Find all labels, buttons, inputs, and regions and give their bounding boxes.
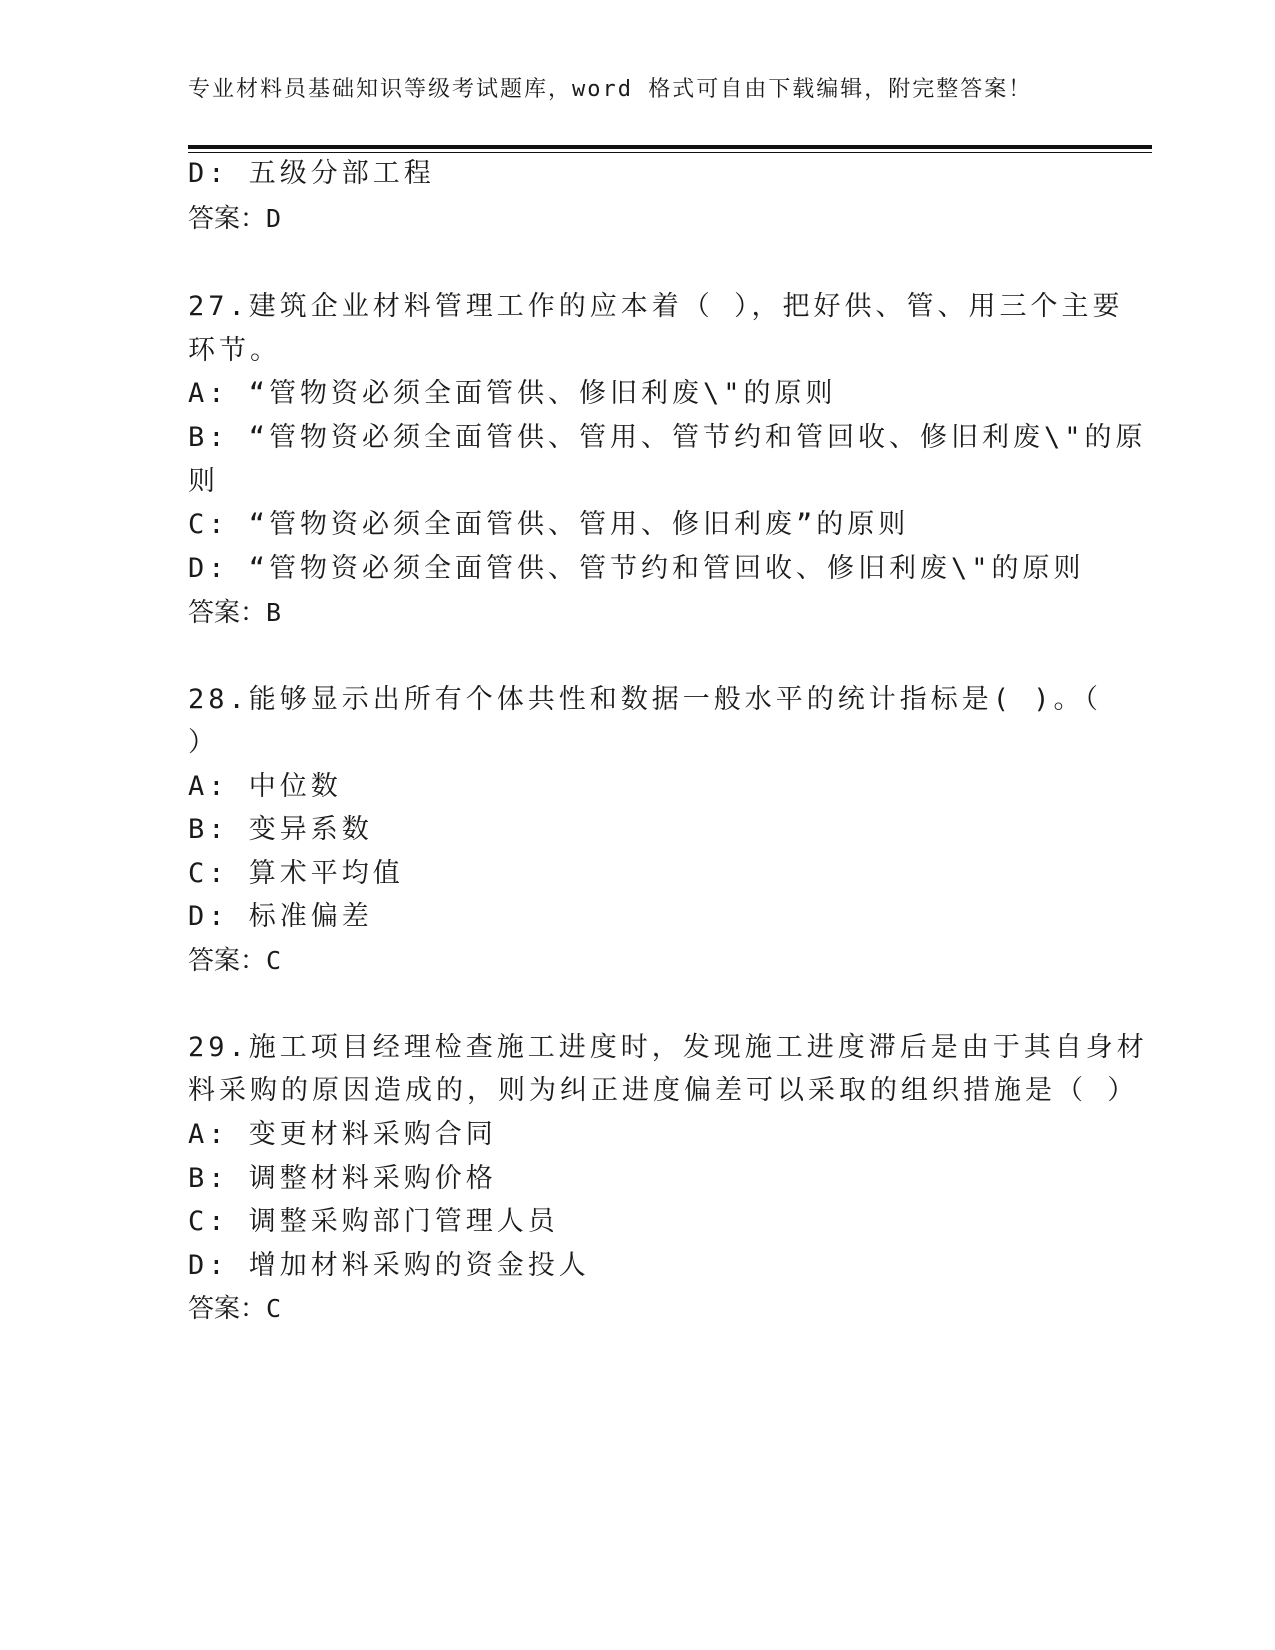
- q28-stem-line2: ）: [188, 727, 219, 758]
- answer-value: C: [266, 946, 282, 975]
- q26-answer: [188, 202, 281, 236]
- q27-option-c: C: “管物资必须全面管供、管用、修旧利废”的原则: [188, 509, 910, 540]
- q29-stem-line2: 料采购的原因造成的，则为纠正进度偏差可以采取的组织措施是（ ）: [188, 1075, 1139, 1106]
- q27-option-b-line2: 则: [188, 466, 219, 497]
- answer-label: 答案：: [188, 204, 267, 234]
- q28-option-b: B: 变异系数: [188, 814, 373, 845]
- q28-option-a: A: 中位数: [188, 771, 342, 802]
- answer-label: 答案：: [188, 1294, 267, 1324]
- answer-value: D: [266, 204, 282, 233]
- q28-option-c: C: 算术平均值: [188, 858, 404, 889]
- q27-stem-line1: 27.建筑企业材料管理工作的应本着（ ），把好供、管、用三个主要: [188, 291, 1124, 322]
- q29-stem-line1: 29.施工项目经理检查施工进度时，发现施工进度滞后是由于其自身材: [188, 1032, 1148, 1063]
- q28-answer: [188, 944, 281, 978]
- q28-option-d: D: 标准偏差: [188, 901, 373, 932]
- q29-option-d: D: 增加材料采购的资金投人: [188, 1250, 590, 1281]
- header-rule-thick: [188, 145, 1152, 149]
- q29-answer: [188, 1292, 281, 1326]
- answer-value: B: [266, 598, 282, 627]
- q29-option-a: A: 变更材料采购合同: [188, 1119, 497, 1150]
- q29-option-c: C: 调整采购部门管理人员: [188, 1206, 559, 1237]
- header-rule-thin: [188, 152, 1152, 153]
- q27-option-b-line1: B: “管物资必须全面管供、管用、管节约和管回收、修旧利废\"的原: [188, 422, 1147, 453]
- q27-answer: [188, 596, 281, 630]
- q27-option-d: D: “管物资必须全面管供、管节约和管回收、修旧利废\"的原则: [188, 553, 1085, 584]
- q27-option-a: A: “管物资必须全面管供、修旧利废\"的原则: [188, 378, 837, 409]
- answer-label: 答案：: [188, 946, 267, 976]
- q27-stem-line2: 环节。: [188, 335, 281, 366]
- q28-stem-line1: 28.能够显示出所有个体共性和数据一般水平的统计指标是( )。（: [188, 684, 1103, 715]
- q26-option-d: D: 五级分部工程: [188, 158, 435, 189]
- page-header: 专业材料员基础知识等级考试题库，word 格式可自由下载编辑，附完整答案！: [188, 77, 1033, 102]
- answer-value: C: [266, 1294, 282, 1323]
- answer-label: 答案：: [188, 598, 267, 628]
- q29-option-b: B: 调整材料采购价格: [188, 1163, 497, 1194]
